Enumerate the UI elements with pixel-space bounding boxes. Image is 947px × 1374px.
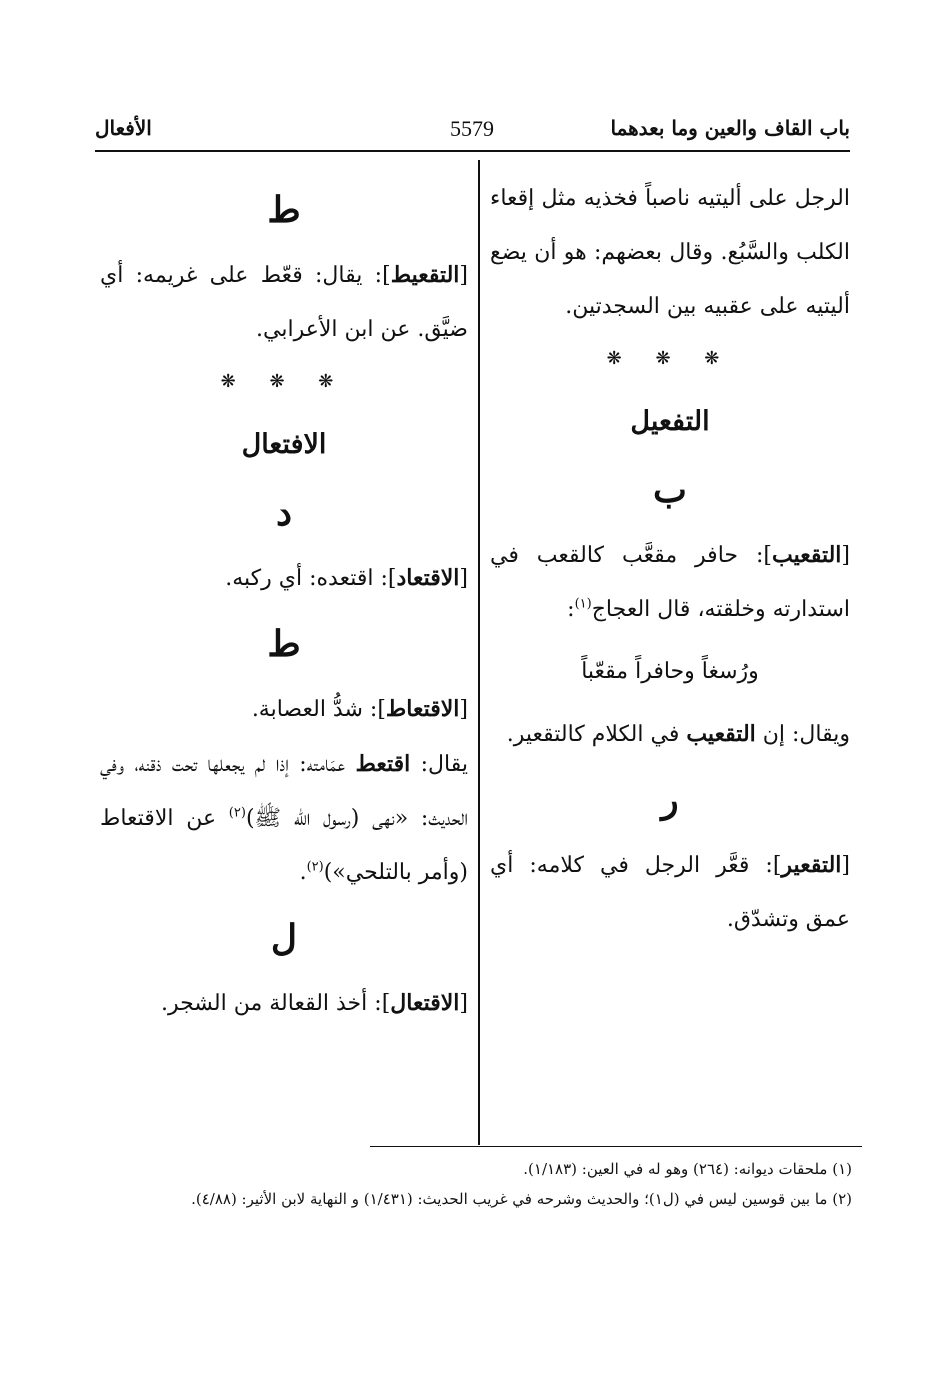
entry-continuation: الرجل على أليتيه ناصباً فخذيه مثل إقعاء الكلب والسَّبُع. وقال بعضهم: هو أن يضع أليتيه على عقبيه بين السجدتين. [490, 186, 850, 319]
footnote-ref-1: (١) [574, 596, 592, 612]
letter-heading-b: ب [653, 469, 687, 511]
entry-text: يقال: [410, 752, 468, 777]
entry-taqeet-text: : يقال: قعّط على غريمه: أي ضيَّق. عن ابن الأعرابي. [100, 263, 468, 342]
chapter-title: الأفعال [95, 116, 152, 140]
entry-text: . [299, 860, 307, 885]
entry-taqeeb-text: : حافر مقعَّب كالقعب في استدارته وخلقته، قال العجاج [490, 543, 850, 622]
footnote-ref-2b: (٢) [306, 859, 324, 875]
headword-taqeer: التقعير [781, 852, 842, 878]
letter-heading-t: ط [267, 189, 301, 231]
footnotes [100, 1154, 852, 1214]
headword-iqtiad: الاقتعاد [396, 565, 460, 591]
section-separator: ❋ ❋ ❋ [606, 348, 734, 369]
entry-taqeeb-end: : [567, 597, 575, 622]
entry-text: في الكلام كالتقعير. [506, 722, 687, 747]
headword-taqeet: التقعيط [390, 262, 460, 288]
headword-taqeeb-inline: التقعيب [686, 721, 756, 747]
entry-text: ويقال: إن [755, 722, 850, 747]
entry-iqtial-text: : أخذ القعالة من الشجر. [160, 991, 382, 1016]
footnote-ref-2: (٢) [228, 805, 246, 821]
entry-iqtiat-usage [100, 737, 468, 900]
entry-iqtiat-text: : شدُّ العصابة. [251, 697, 378, 722]
left-column [100, 172, 468, 1031]
entry-text: عمَامته: إذا لم يجعلها تحت ذقنه، وفي الحديث: «نهى (رسول الله ﷺ) [100, 752, 468, 831]
entry-iqtiad: [الاقتعاد]: اقتعده: أي ركبه. [225, 565, 468, 591]
entry-iqtiad-text: : اقتعده: أي ركبه. [225, 566, 388, 591]
poetry-verse: ورُسغاً وحافراً مقعّباً [581, 659, 759, 684]
section-heading-tafeel: التفعيل [630, 406, 710, 437]
letter-heading-d: د [275, 492, 293, 534]
letter-heading-t2: ط [267, 623, 301, 665]
headword-iqtiat: الاقتعاط [385, 696, 460, 722]
section-heading-iftial: الافتعال [241, 429, 327, 460]
footnote-2: (٢) ما بين قوسين ليس في (ل١)؛ والحديث وشرحه في غريب الحديث: (١/٤٣١) و النهاية لابن الأثير: (٤/٨٨). [191, 1190, 852, 1208]
entry-taqeer: [التقعير]: قعَّر الرجل في كلامه: أي عمق وتشدّق. [490, 852, 850, 932]
footnote-1: (١) ملحقات ديوانه: (٢٦٤) وهو له في العين: (١/١٨٣). [523, 1160, 852, 1178]
entry-taqeeb-speech [490, 707, 850, 762]
entry-taqeet: [التقعيط]: يقال: قعّط على غريمه: أي ضيَّق. عن ابن الأعرابي. [100, 262, 468, 342]
headword-iqtial: الاقتعال [390, 990, 460, 1016]
footnote-rule [370, 1146, 862, 1147]
entry-iqtiat: [الاقتعاط]: شدُّ العصابة. [251, 696, 468, 722]
entry-iqtial: [الاقتعال]: أخذ القعالة من الشجر. [160, 990, 468, 1016]
entry-taqeer-text: : قعَّر الرجل في كلامه: أي عمق وتشدّق. [490, 853, 850, 932]
entry-text: عن الاقتعاط (وأمر بالتلحي») [100, 806, 468, 885]
entry-taqeeb: [التقعيب]: حافر مقعَّب كالقعب في استدارته وخلقته، قال العجاج$^{(١)}$: [490, 542, 850, 622]
header-rule [95, 150, 850, 152]
letter-heading-r: ر [661, 779, 679, 821]
column-divider [478, 160, 480, 1145]
letter-heading-l: ل [270, 917, 298, 959]
section-separator: ❋ ❋ ❋ [220, 371, 348, 392]
headword-iqtaata-inline: اقتعط [355, 751, 411, 777]
headword-taqeeb: التقعيب [771, 542, 842, 568]
page-number: 5579 [450, 116, 494, 141]
section-title: باب القاف والعين وما بعدهما [610, 116, 850, 140]
right-column [490, 172, 850, 947]
